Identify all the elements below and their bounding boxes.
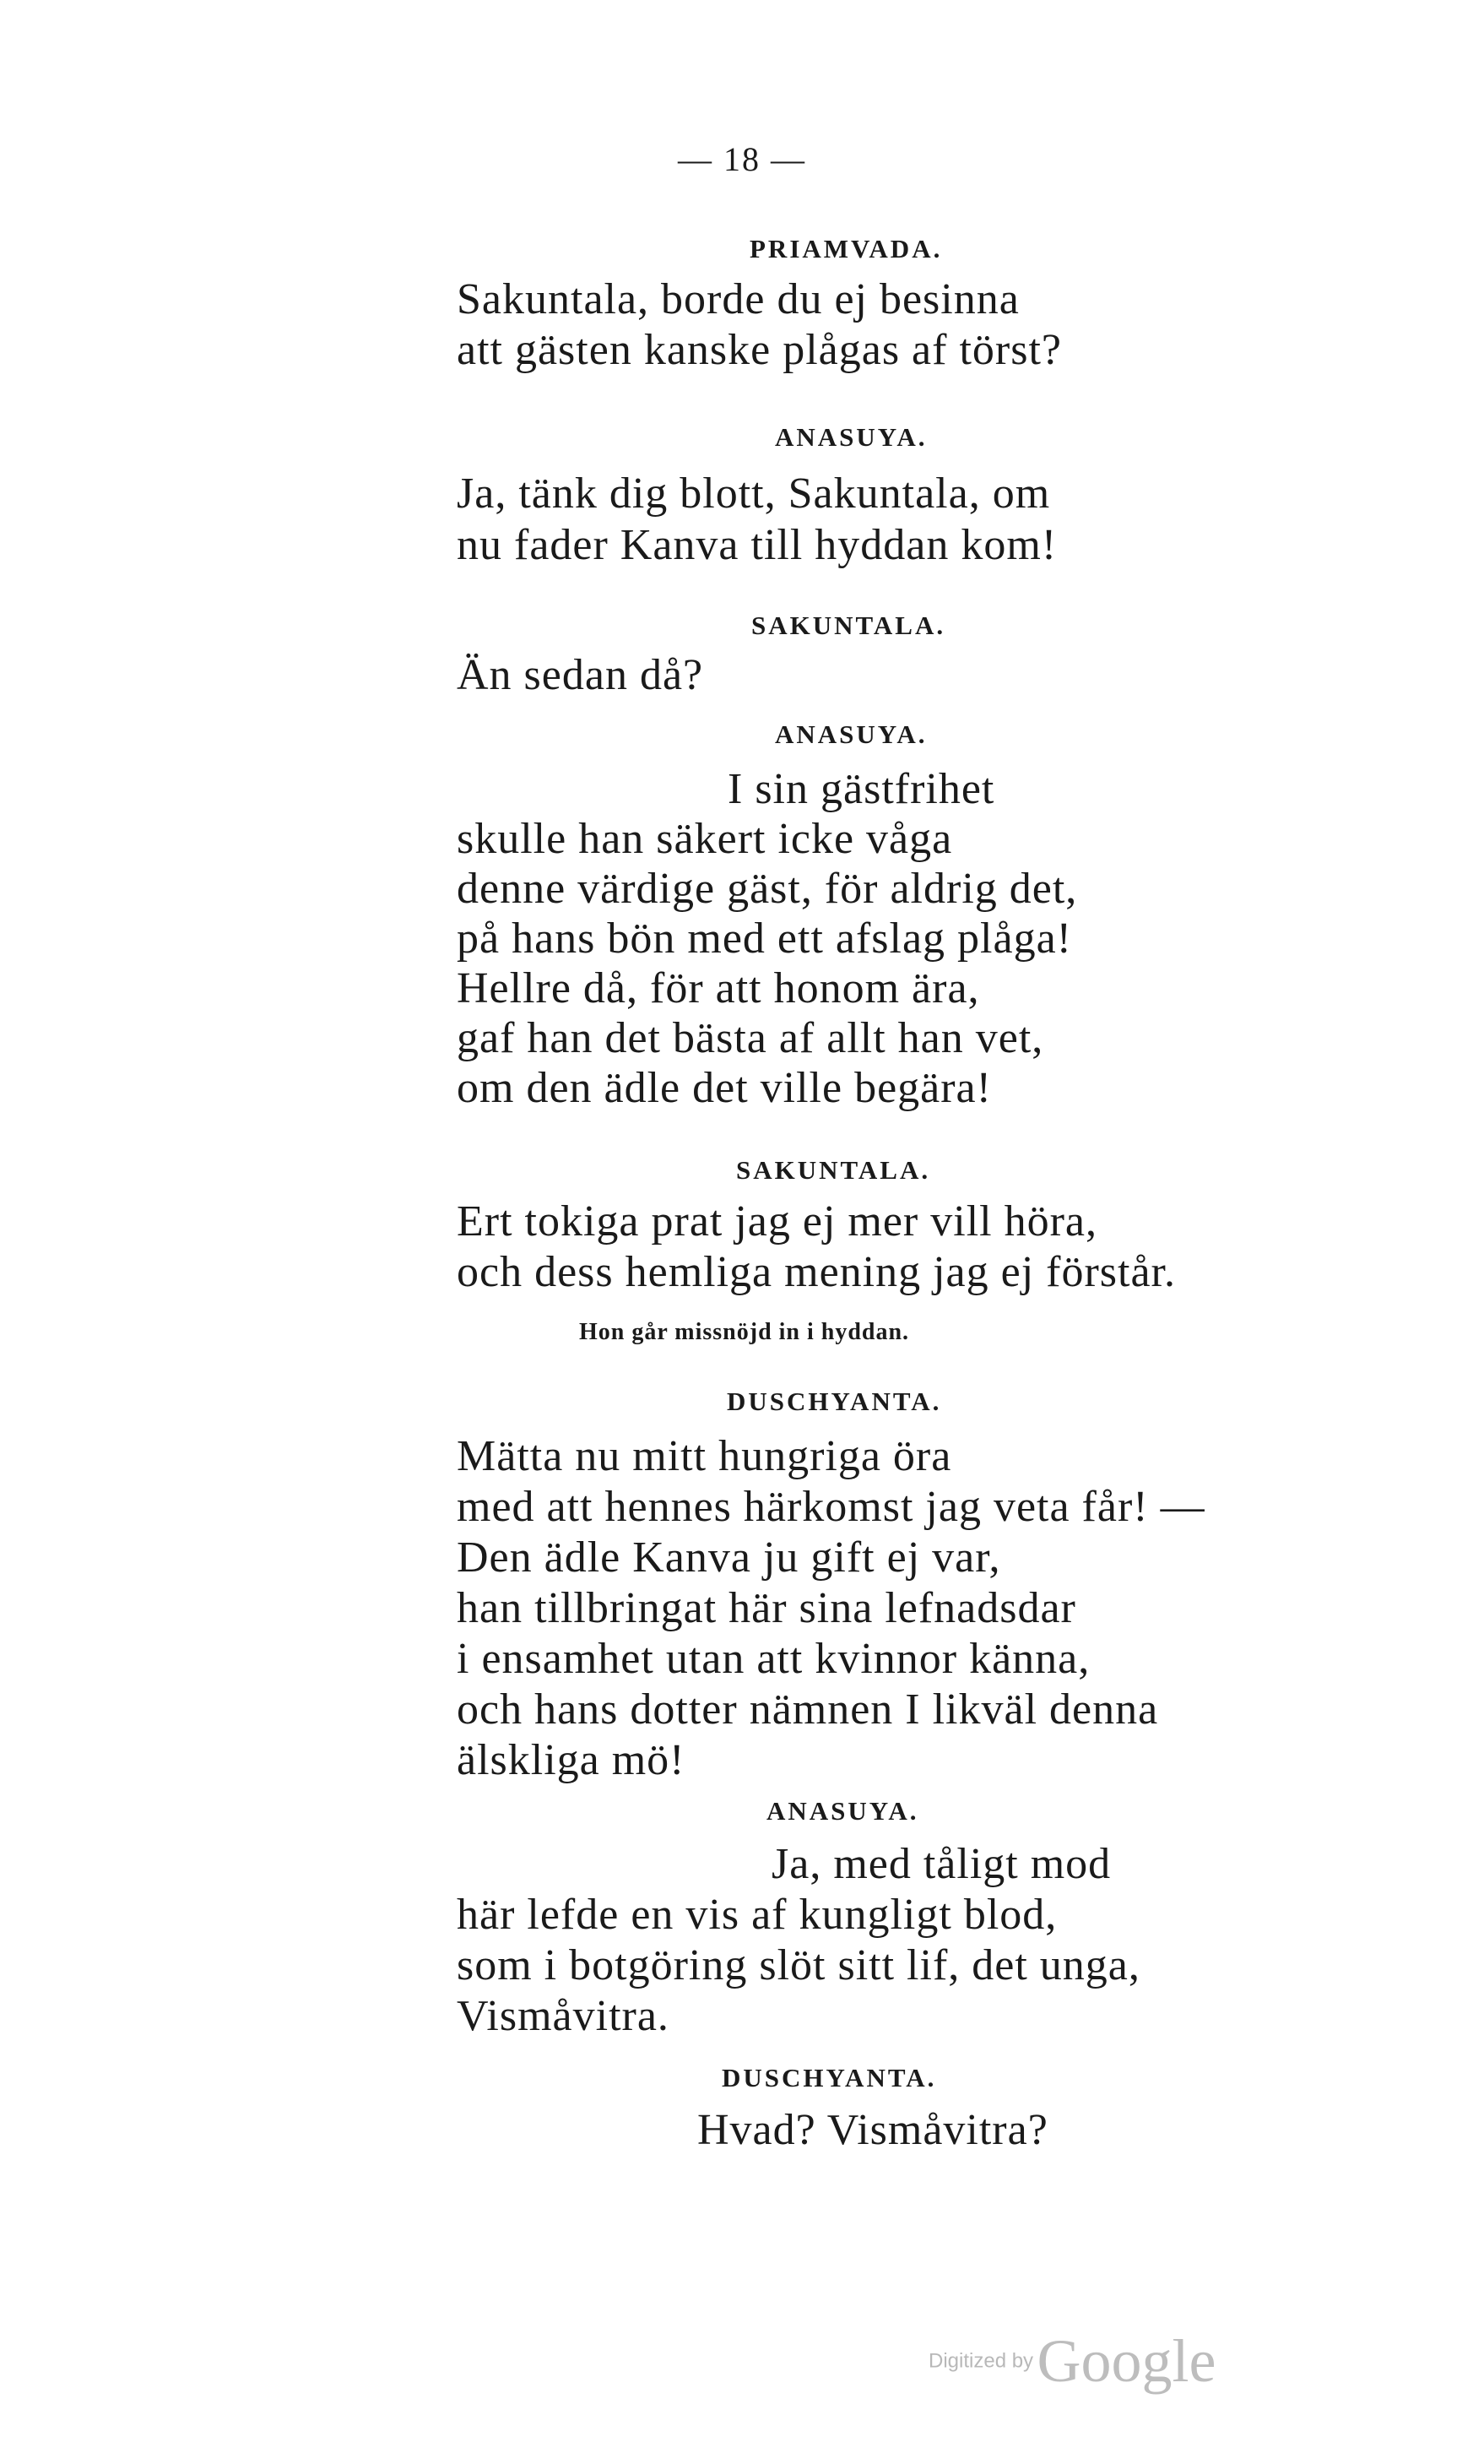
verse-line: Än sedan då? [457,651,704,699]
verse-line: här lefde en vis af kungligt blod, [457,1891,1058,1939]
speaker-duschyanta: DUSCHYANTA. [722,2063,937,2092]
verse-line: om den ädle det ville begära! [457,1064,992,1112]
verse-line: älskliga mö! [457,1736,685,1784]
digitized-by-google-watermark [929,2326,1216,2396]
verse-line: på hans bön med ett afslag plåga! [457,915,1072,963]
verse-line: Mätta nu mitt hungriga öra [457,1432,952,1480]
google-logo-icon: Google [1037,2327,1216,2395]
stage-direction: Hon går missnöjd in i hyddan. [579,1319,910,1345]
speaker-priamvada: PRIAMVADA. [750,234,943,263]
speaker-duschyanta: DUSCHYANTA. [727,1387,942,1416]
verse-line: I sin gästfrihet [728,765,995,813]
verse-line: att gästen kanske plågas af törst? [457,326,1062,374]
speaker-anasuya: ANASUYA. [766,1796,919,1826]
verse-line: Den ädle Kanva ju gift ej var, [457,1533,1001,1582]
verse-line: med att hennes härkomst jag veta får! — [457,1483,1205,1531]
speaker-anasuya: ANASUYA. [775,719,928,749]
verse-line: gaf han det bästa af allt han vet, [457,1014,1044,1062]
verse-line: skulle han säkert icke våga [457,815,953,863]
verse-line: nu fader Kanva till hyddan kom! [457,521,1058,569]
verse-line: Sakuntala, borde du ej besinna [457,275,1020,323]
verse-line: i ensamhet utan att kvinnor känna, [457,1635,1091,1683]
verse-line: som i botgöring slöt sitt lif, det unga, [457,1941,1140,1989]
speaker-anasuya: ANASUYA. [775,422,928,452]
verse-line: Hellre då, för att honom ära, [457,964,980,1012]
speaker-sakuntala: SAKUNTALA. [736,1155,931,1185]
watermark-prefix: Digitized by [929,2349,1034,2373]
verse-line: och hans dotter nämnen I likväl denna [457,1685,1159,1734]
verse-line: Ert tokiga prat jag ej mer vill höra, [457,1197,1097,1246]
verse-line: denne värdige gäst, för aldrig det, [457,865,1078,913]
verse-line: Ja, med tåligt mod [772,1840,1112,1888]
page-number: — 18 — [678,140,806,178]
speaker-sakuntala: SAKUNTALA. [751,611,946,640]
verse-line: Ja, tänk dig blott, Sakuntala, om [457,469,1051,518]
verse-line: Hvad? Vismåvitra? [697,2106,1048,2154]
verse-line: och dess hemliga mening jag ej förstår. [457,1248,1177,1296]
verse-line: han tillbringat här sina lefnadsdar [457,1584,1076,1632]
verse-line: Vismåvitra. [457,1992,669,2040]
